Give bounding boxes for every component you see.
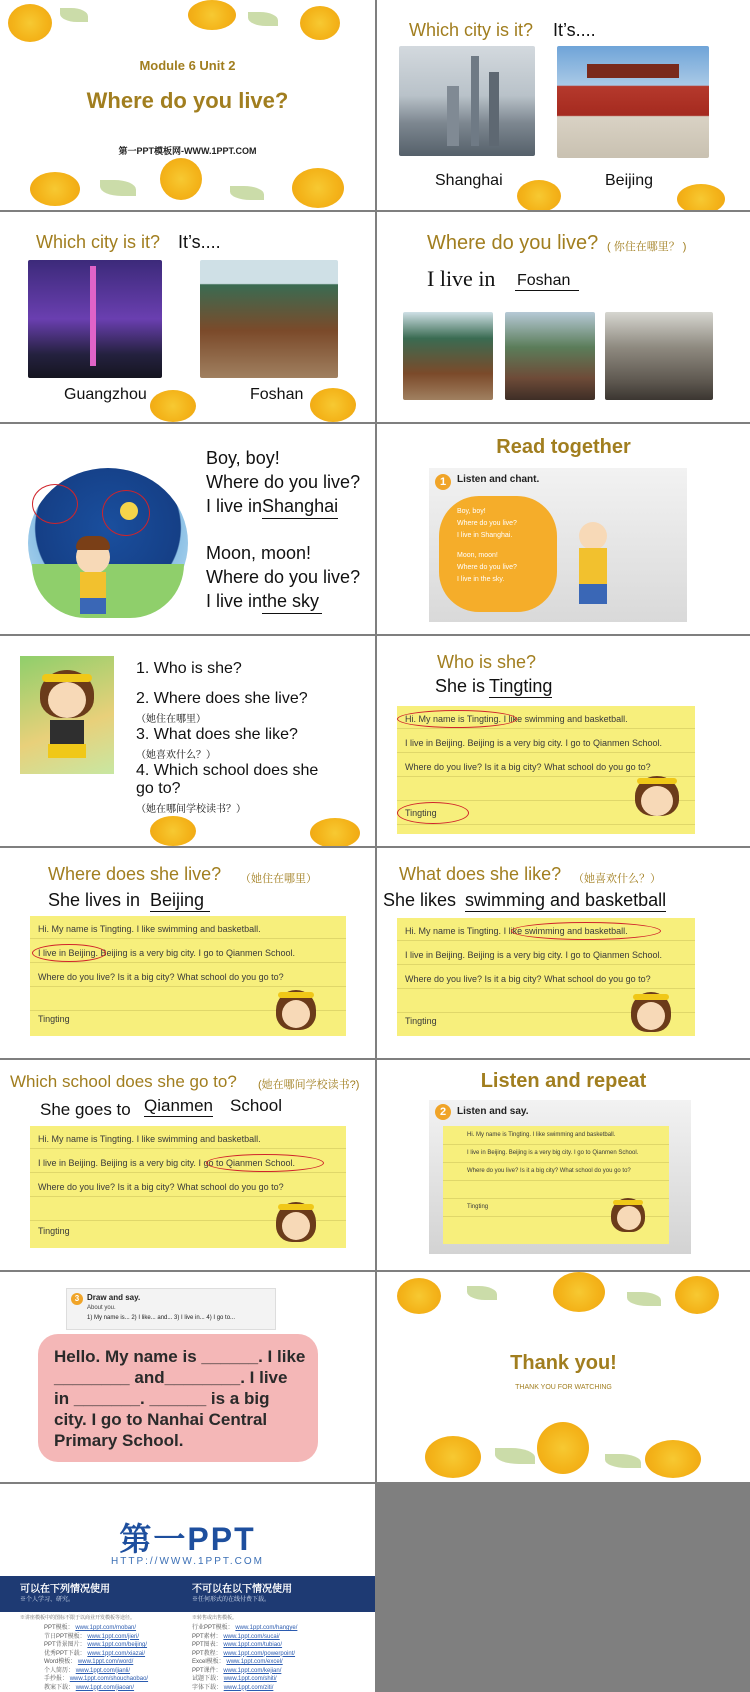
textbook-strip xyxy=(66,1288,276,1330)
flower-icon xyxy=(188,0,236,30)
link-item[interactable]: PPT背景图片： www.1ppt.com/beijing/ xyxy=(44,1642,148,1648)
tingting-letter: Hi. My name is Tingting. I like swimming and basketball. I live in Beijing. Beijing is a very big city. I go to Qianmen School. Where do you live? Is it a big city? What school do you go to? Tingting xyxy=(30,1126,346,1248)
usage-no-heading: 不可以在以下情况使用 xyxy=(192,1584,292,1595)
flower-icon xyxy=(537,1422,589,1474)
slide-listen-repeat[interactable] xyxy=(377,1060,750,1270)
chant-text: Boy, boy! Where do you live? I live in Shanghai. Moon, moon! Where do you live? I live in the sky. xyxy=(457,508,517,583)
chant-line: I live inShanghai xyxy=(206,494,360,519)
slide-who-is-she[interactable] xyxy=(377,636,750,846)
link-list-right xyxy=(192,1624,297,1692)
panel-sub: About you. xyxy=(87,1305,116,1311)
question-4-cont: go to? xyxy=(136,780,181,797)
chinese-hint: (她在哪间学校读书?) xyxy=(258,1079,360,1091)
answer-blank: the sky xyxy=(262,589,322,614)
usage-ok-heading: 可以在下列情况使用 xyxy=(20,1584,110,1595)
textbook-panel xyxy=(429,1100,691,1254)
chinese-hint: （她喜欢什么？） xyxy=(573,873,661,885)
foshan-photo xyxy=(200,260,338,378)
highlight-circle xyxy=(397,802,469,824)
panel-hints: 1) My name is... 2) I like... and... 3) I live in... 4) I go to... xyxy=(87,1315,236,1321)
slide-read-together[interactable] xyxy=(377,424,750,634)
flower-icon xyxy=(160,158,202,200)
chant-line: I live inthe sky xyxy=(206,589,360,614)
boy-illustration xyxy=(579,522,607,550)
answer-blank: Beijing xyxy=(150,890,210,912)
answer-blank: Qianmen xyxy=(144,1096,213,1115)
slide-guangzhou-foshan[interactable] xyxy=(0,212,375,422)
link-item[interactable]: 教案下载： www.1ppt.com/jiaoan/ xyxy=(44,1684,135,1691)
link-item[interactable]: PPT教程： www.1ppt.com/powerpoint/ xyxy=(192,1650,296,1657)
leaf-icon xyxy=(248,12,278,26)
site-url: HTTP://WWW.1PPT.COM xyxy=(111,1556,264,1567)
speech-text: Hello. My name is ______. I like ________ and________. I live in _______. ______ is a big city. I go to Nanhai Central Primary School. xyxy=(54,1347,306,1450)
flower-icon xyxy=(30,172,80,206)
chinese-hint: （她住在哪里） xyxy=(136,714,206,725)
lion-photo xyxy=(505,312,595,400)
flower-icon xyxy=(425,1436,481,1478)
answer-stem: It’s.... xyxy=(553,20,596,40)
answer-stem: She is xyxy=(435,676,486,696)
slide-questions[interactable] xyxy=(0,636,375,846)
slide-chant-picture[interactable] xyxy=(0,424,375,634)
link-item[interactable]: 字体下载： www.1ppt.com/ziti/ xyxy=(192,1684,274,1691)
street-photo xyxy=(605,312,713,400)
question-text: Which school does she go to? xyxy=(10,1072,237,1091)
chant-line: Where do you live? xyxy=(206,472,361,492)
shanghai-circle xyxy=(32,484,78,524)
slide-where-do-you-live[interactable] xyxy=(377,212,750,422)
city-label: Shanghai xyxy=(435,172,503,189)
flower-icon xyxy=(310,818,360,846)
number-badge: 1 xyxy=(435,474,451,490)
link-item[interactable]: 优秀PPT下载： www.1ppt.com/xiazai/ xyxy=(44,1650,146,1657)
question-2: 2. Where does she live? xyxy=(136,690,308,707)
leaf-icon xyxy=(467,1286,497,1300)
leaf-icon xyxy=(627,1292,661,1306)
question-text: Which city is it? xyxy=(409,20,534,40)
usage-no-note: ※任何形式的在线付费下载。 xyxy=(192,1597,271,1603)
city-label: Guangzhou xyxy=(64,386,147,403)
link-item[interactable]: 个人简历： www.1ppt.com/jianli/ xyxy=(44,1667,131,1674)
link-item[interactable]: PPT课件： www.1ppt.com/kejian/ xyxy=(192,1667,282,1674)
answer-blank: Foshan xyxy=(515,272,579,291)
panel-heading: Listen and chant. xyxy=(457,474,540,485)
answer-blank: Shanghai xyxy=(262,494,338,519)
number-badge: 2 xyxy=(435,1104,451,1120)
highlight-circle xyxy=(32,944,106,962)
thanks-sub: THANK YOU FOR WATCHING xyxy=(515,1384,612,1391)
flower-icon xyxy=(677,184,725,210)
chant-line: Boy, boy! xyxy=(206,448,280,468)
question-text: What does she like? xyxy=(399,864,562,884)
question-text: Who is she? xyxy=(437,652,537,672)
leaf-icon xyxy=(605,1454,641,1468)
answer-stem: She goes to xyxy=(40,1100,131,1119)
chinese-hint: （她在哪间学校读书？） xyxy=(136,804,246,815)
question-text: Where does she live? xyxy=(48,864,222,884)
site-logo: 第一PPT xyxy=(119,1521,256,1557)
tingting-letter: Hi. My name is Tingting. I like swimming and basketball. I live in Beijing. Beijing is a very big city. I go to Qianmen School. Where do you live? Is it a big city? What school do you go to? Tingting xyxy=(443,1126,669,1244)
thanks-heading: Thank you! xyxy=(510,1352,617,1374)
site-label: 第一PPT模板网-WWW.1PPT.COM xyxy=(118,146,257,156)
panel-heading: Listen and say. xyxy=(457,1106,529,1117)
slide-which-school[interactable] xyxy=(0,1060,375,1270)
flower-icon xyxy=(150,390,196,422)
highlight-circle xyxy=(397,710,517,728)
question-3: 3. What does she like? xyxy=(136,726,298,743)
chinese-hint: ( 你住在哪里？ ) xyxy=(607,241,687,253)
leaf-icon xyxy=(495,1448,535,1464)
flower-icon xyxy=(150,816,196,846)
question-text: Which city is it? xyxy=(36,232,161,252)
usage-ok-note: ※个人学习、研究。 xyxy=(20,1597,75,1603)
chant-bubble xyxy=(439,496,557,612)
flower-icon xyxy=(675,1276,719,1314)
slide-what-does-she-like[interactable] xyxy=(377,848,750,1058)
speech-card xyxy=(38,1334,318,1462)
slide-heading: Read together xyxy=(496,436,631,458)
usage-ok-note-2: ※讲座模板中的图标不限于以商业开发模板等途径。 xyxy=(20,1615,136,1621)
slide-heading: Where do you live? xyxy=(86,88,289,113)
slide-thank-you[interactable] xyxy=(377,1272,750,1482)
usage-no-note-2: ※转售或出售模板。 xyxy=(192,1615,238,1621)
panel-heading: Draw and say. xyxy=(87,1293,141,1302)
tingting-letter: Hi. My name is Tingting. I like swimming and basketball. I live in Beijing. Beijing is a very big city. I go to Qianmen School. Where do you live? Is it a big city? What school do you go to? Tingting xyxy=(397,918,695,1036)
flower-icon xyxy=(645,1440,701,1478)
tingting-letter: Hi. My name is Tingting. I like swimming and basketball. I live in Beijing. Beijing is a very big city. I go to Qianmen School. Where do you live? Is it a big city? What school do you go to? Tingting xyxy=(30,916,346,1036)
link-item[interactable]: PPT模板： www.1ppt.com/moban/ xyxy=(44,1625,137,1631)
answer-stem: It’s.... xyxy=(178,232,221,252)
textbook-panel xyxy=(429,468,687,622)
answer-blank: Tingting xyxy=(489,676,553,696)
slide-title[interactable] xyxy=(0,0,375,210)
beijing-photo xyxy=(557,46,709,158)
city-label: Beijing xyxy=(605,172,654,189)
flower-icon xyxy=(8,4,52,42)
answer-stem: She lives in xyxy=(48,890,141,910)
city-label: Foshan xyxy=(250,386,304,403)
leaf-icon xyxy=(60,8,88,22)
link-item[interactable]: 手抄报： www.1ppt.com/shouchaobao/ xyxy=(44,1676,149,1682)
flower-icon xyxy=(517,180,561,210)
link-item[interactable]: 节日PPT模板： www.1ppt.com/jieri/ xyxy=(44,1633,140,1640)
link-item[interactable]: PPT图表： www.1ppt.com/tubiao/ xyxy=(192,1642,283,1648)
chant-line: Moon, moon! xyxy=(206,543,312,563)
link-list-left xyxy=(44,1624,148,1692)
usage-banner xyxy=(0,1576,375,1612)
guangzhou-photo xyxy=(28,260,162,378)
link-item[interactable]: Word模板： www.1ppt.com/word/ xyxy=(44,1659,134,1665)
link-item[interactable]: PPT素材： www.1ppt.com/sucai/ xyxy=(192,1633,280,1640)
answer-stem: I live in xyxy=(427,266,496,291)
flower-icon xyxy=(300,6,340,40)
slide-draw-and-say[interactable] xyxy=(0,1272,375,1482)
link-item[interactable]: 行业PPT模板： www.1ppt.com/hangye/ xyxy=(192,1625,298,1631)
chinese-hint: （她喜欢什么？） xyxy=(136,750,216,761)
chant-text xyxy=(206,446,360,614)
leaf-icon xyxy=(230,186,264,200)
module-label: Module 6 Unit 2 xyxy=(139,58,236,73)
chinese-hint: （她住在哪里） xyxy=(240,873,317,885)
answer-stem: She likes xyxy=(383,890,457,910)
highlight-circle xyxy=(206,1154,324,1172)
night-sky-illustration xyxy=(28,468,188,618)
slide-shanghai-beijing[interactable] xyxy=(377,0,750,210)
slide-heading: Listen and repeat xyxy=(480,1070,647,1092)
shanghai-photo xyxy=(399,46,535,156)
link-item[interactable]: 试题下载： www.1ppt.com/shiti/ xyxy=(192,1676,277,1682)
tingting-letter: Hi. My name is Tingting. I like swimming and basketball. I live in Beijing. Beijing is a very big city. I go to Qianmen School. Where do you live? Is it a big city? What school do you go to? Tingting xyxy=(397,706,695,834)
slide-where-does-she-live[interactable] xyxy=(0,848,375,1058)
question-text: Where do you live? xyxy=(427,232,599,254)
highlight-circle xyxy=(511,922,661,940)
flower-icon xyxy=(310,388,356,422)
answer-suffix: School xyxy=(230,1096,282,1115)
leaf-icon xyxy=(100,180,136,196)
answer-blank: swimming and basketball xyxy=(465,890,667,910)
question-1: 1. Who is she? xyxy=(136,660,242,677)
question-4: 4. Which school does she xyxy=(136,762,319,779)
flower-icon xyxy=(553,1272,605,1312)
link-item[interactable]: Excel模板： www.1ppt.com/excel/ xyxy=(192,1659,283,1665)
slide-1ppt-info[interactable] xyxy=(0,1484,375,1692)
number-badge: 3 xyxy=(71,1293,83,1305)
chant-line: Where do you live? xyxy=(206,567,361,587)
flower-icon xyxy=(292,168,344,208)
flower-icon xyxy=(397,1278,441,1314)
foshan-photo xyxy=(403,312,493,400)
tingting-illustration xyxy=(20,656,114,774)
